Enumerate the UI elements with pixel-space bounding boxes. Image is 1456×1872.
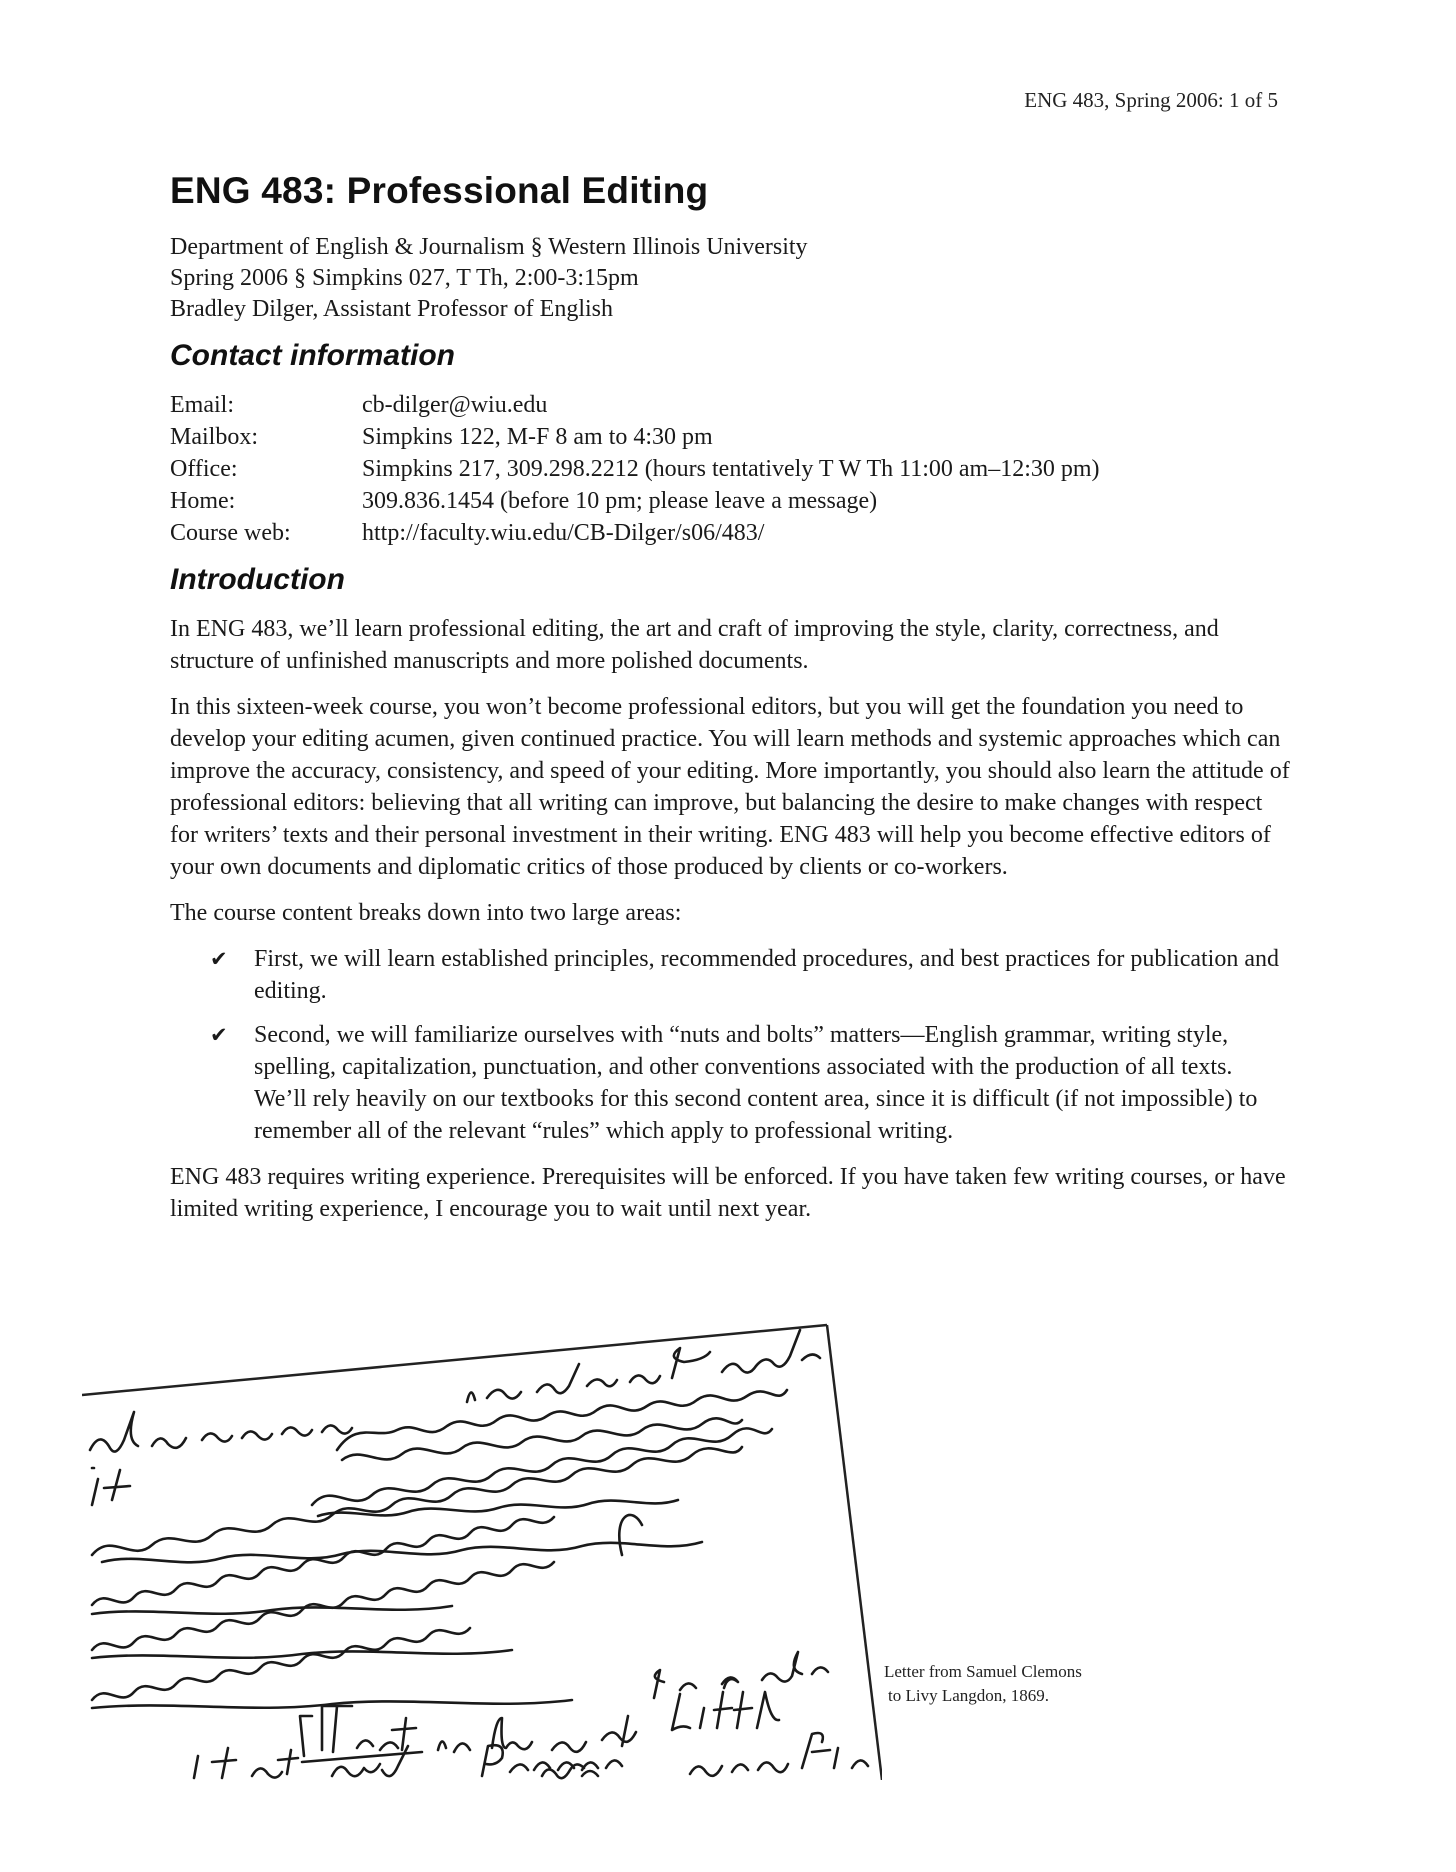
contact-office-value: Simpkins 217, 309.298.2212 (hours tentatively T W Th 11:00 am–12:30 pm) — [362, 456, 1100, 482]
list-item-text: Second, we will familiarize ourselves with “nuts and bolts” matters—English grammar, writing style, spelling, capitalization, punctuation, and other conventions associated with the production of all texts. We’ll rely heavily on our textbooks for this second content area, since it is difficult (if not impossible) to remember all of the relevant “rules” which apply to professional writing. — [254, 1022, 1258, 1144]
letter-scan-illustration — [82, 1300, 882, 1780]
intro-paragraph-2: In this sixteen-week course, you won’t become professional editors, but you will get the foundation you need to develop your editing acumen, given continued practice. You will learn methods and systemic approaches which can improve the accuracy, consistency, and speed of your editing. More importantly, you should also learn the attitude of professional editors: believing that all writing can improve, but balancing the desire to make changes with respect for writers’ texts and their personal investment in their writing. ENG 483 will help you become effective editors of your own documents and diplomatic critics of those produced by clients or co-workers. — [170, 694, 1290, 880]
contact-row-home — [170, 485, 1100, 517]
main-content — [170, 170, 1290, 1239]
introduction-heading: Introduction — [170, 563, 345, 596]
intro-paragraph-3: The course content breaks down into two large areas: — [170, 900, 682, 926]
schedule-line: Spring 2006 § Simpkins 027, T Th, 2:00-3:15pm — [170, 265, 639, 291]
course-web-link[interactable]: http://faculty.wiu.edu/CB-Dilger/s06/483/ — [362, 520, 765, 546]
contact-label: Course web: — [170, 520, 291, 546]
contact-mailbox-value: Simpkins 122, M-F 8 am to 4:30 pm — [362, 424, 713, 450]
contact-table — [170, 389, 1100, 549]
contact-row-mailbox — [170, 421, 1100, 453]
running-header: ENG 483, Spring 2006: 1 of 5 — [1024, 88, 1278, 112]
contact-label: Office: — [170, 456, 238, 482]
figure-caption — [884, 1660, 1082, 1708]
course-meta — [170, 232, 1290, 325]
checkmark-icon: ✔ — [210, 1023, 228, 1047]
content-areas-list — [170, 943, 1290, 1147]
page-title: ENG 483: Professional Editing — [170, 170, 709, 211]
list-item-text: First, we will learn established principles, recommended procedures, and best practices for publication and editing. — [254, 946, 1280, 1004]
checkmark-icon: ✔ — [210, 947, 228, 971]
contact-email-value[interactable]: cb-dilger@wiu.edu — [362, 392, 548, 418]
caption-line-1: Letter from Samuel Clemons — [884, 1662, 1082, 1681]
instructor-line: Bradley Dilger, Assistant Professor of English — [170, 296, 613, 322]
handwritten-letter-image — [82, 1300, 882, 1780]
list-item — [210, 1019, 1290, 1147]
contact-home-value: 309.836.1454 (before 10 pm; please leave a message) — [362, 488, 878, 514]
department-line: Department of English & Journalism § Western Illinois University — [170, 234, 808, 260]
intro-paragraph-1: In ENG 483, we’ll learn professional editing, the art and craft of improving the style, clarity, correctness, and structure of unfinished manuscripts and more polished documents. — [170, 616, 1219, 674]
contact-label: Email: — [170, 392, 234, 418]
list-item — [210, 943, 1290, 1007]
contact-row-email — [170, 389, 1100, 421]
caption-line-2: to Livy Langdon, 1869. — [888, 1686, 1050, 1705]
contact-label: Home: — [170, 488, 236, 514]
contact-heading: Contact information — [170, 339, 455, 372]
contact-label: Mailbox: — [170, 424, 258, 450]
contact-row-course-web — [170, 517, 1100, 549]
contact-row-office — [170, 453, 1100, 485]
intro-paragraph-4: ENG 483 requires writing experience. Prerequisites will be enforced. If you have taken few writing courses, or have limited writing experience, I encourage you to wait until next year. — [170, 1164, 1286, 1222]
